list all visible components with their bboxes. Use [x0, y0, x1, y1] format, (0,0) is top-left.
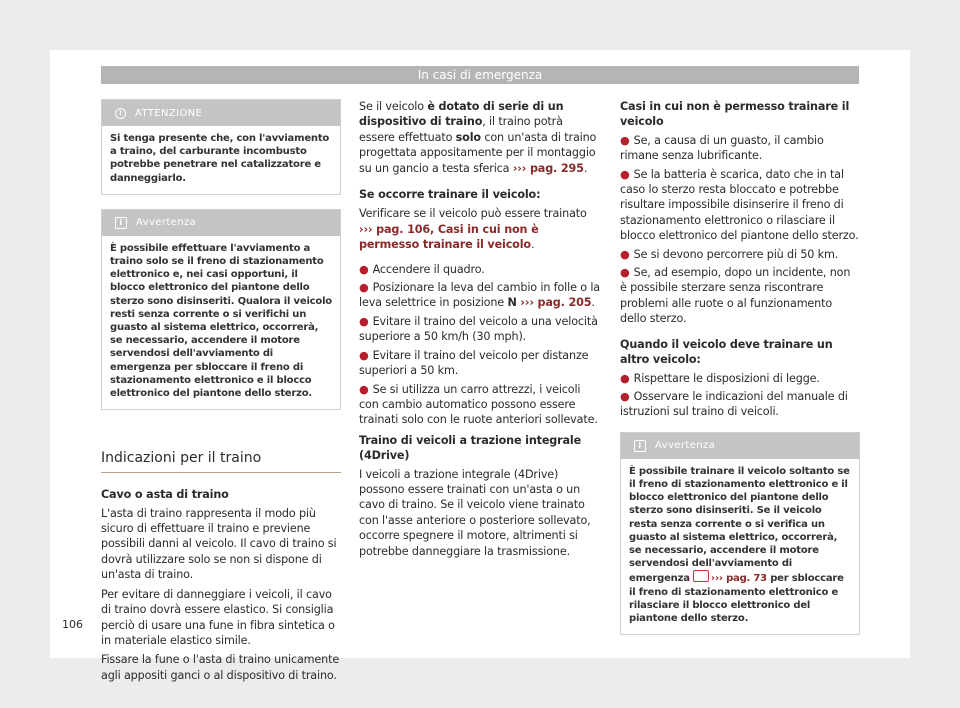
- paragraph: Verificare se il veicolo può essere trainato ››› pag. 106, Casi in cui non è permesso trainare il veicolo.: [359, 207, 587, 252]
- list-item: ● Osservare le indicazioni del manuale di istruzioni sul traino di veicoli.: [620, 389, 848, 419]
- page-reference-link[interactable]: ››› pag. 205: [516, 296, 592, 310]
- paragraph: Per evitare di danneggiare i veicoli, il cavo di traino dovrà essere elastico. Si consiglia perciò di usare una fune in fibra sintetica o in materiale elastico simile.: [101, 587, 335, 647]
- column-1: [101, 99, 341, 683]
- attention-label: ATTENZIONE: [135, 107, 203, 119]
- page-reference-link[interactable]: ››› pag. 73: [711, 573, 767, 585]
- column-2: [359, 99, 600, 559]
- note-box: [101, 209, 341, 410]
- attention-box: [101, 99, 341, 195]
- list-item: ● Rispettare le disposizioni di legge.: [620, 371, 820, 385]
- subheading: Casi in cui non è permesso trainare il veicolo: [620, 100, 850, 129]
- bullet-icon: ●: [359, 262, 369, 276]
- subheading: Quando il veicolo deve trainare un altro veicolo:: [620, 337, 833, 367]
- bullet-icon: ●: [359, 382, 369, 396]
- bullet-icon: ●: [359, 314, 369, 328]
- attention-text: Si tenga presente che, con l'avviamento a traino, del carburante incombusto potrebbe penetrare nel catalizzatore e danneggiarlo.: [110, 133, 330, 184]
- paragraph: Fissare la fune o l'asta di traino unicamente agli appositi ganci o al dispositivo di traino.: [101, 653, 340, 682]
- note-box: [620, 432, 860, 635]
- bullet-icon: ●: [359, 348, 369, 362]
- list-item: ● Accendere il quadro.: [359, 262, 485, 276]
- paragraph: I veicoli a trazione integrale (4Drive) possono essere trainati con un'asta o un cavo di traino. Se il veicolo viene trainato con l'asse anteriore o posteriore sollevato, occorre spegnere il motore, altrimenti si potrebbe danneggiare la trasmissione.: [359, 467, 591, 558]
- page-number: 106: [62, 618, 83, 631]
- subheading: Traino di veicoli a trazione integrale (4Drive): [359, 433, 582, 463]
- bullet-icon: ●: [620, 133, 630, 147]
- note-label: Avvertenza: [136, 217, 197, 229]
- section-title: Indicazioni per il traino: [101, 450, 341, 473]
- note-text: È possibile trainare il veicolo soltanto se il freno di stazionamento elettronico e il blocco elettronico del piantone dello sterzo sono disinseriti. Se il veicolo resta senza corrente o si verifica un guasto al sistema elettrico, occorrerà, se necessario, accendere il motore servendosi dell'avviamento di emergenza ››› pag. 73 per sbloccare il freno di stazionamento elettronico e rilasciare il blocco elettronico del piantone dello sterzo.: [629, 465, 850, 624]
- bullet-icon: ●: [359, 281, 369, 295]
- warning-icon: !: [115, 108, 126, 119]
- bullet-icon: ●: [620, 266, 630, 280]
- list-item: ● Se si utilizza un carro attrezzi, i veicoli con cambio automatico possono essere trainati solo con le ruote anteriori sollevate.: [359, 382, 598, 427]
- note-label: Avvertenza: [655, 440, 716, 452]
- list-item: ● Evitare il traino del veicolo per distanze superiori a 50 km.: [359, 348, 589, 378]
- list-item: ● Se si devono percorrere più di 50 km.: [620, 247, 839, 261]
- note-header: [621, 433, 859, 459]
- paragraph: L'asta di traino rappresenta il modo più sicuro di effettuare il traino e previene possibili danni al veicolo. Il cavo di traino si dovrà utilizzare solo se non si dispone di un'asta di traino.: [101, 506, 337, 582]
- page-header: In casi di emergenza: [101, 66, 859, 84]
- bullet-icon: ●: [620, 247, 630, 261]
- book-icon: [693, 570, 709, 582]
- subheading: Se occorre trainare il veicolo:: [359, 188, 541, 202]
- bullet-icon: ●: [620, 389, 630, 403]
- attention-header: [102, 100, 340, 126]
- subheading: Cavo o asta di traino: [101, 488, 229, 502]
- intro-paragraph: Se il veicolo è dotato di serie di un dispositivo di traino, il traino potrà essere effettuato solo con un'asta di traino progettata appositamente per il montaggio su un gancio a testa sferica ››› pag. 295.: [359, 100, 597, 175]
- bullet-icon: ●: [620, 371, 630, 385]
- column-3: [620, 99, 860, 649]
- info-icon: i: [115, 217, 127, 229]
- info-icon: i: [634, 440, 646, 452]
- list-item: ● Se la batteria è scarica, dato che in tal caso lo sterzo resta bloccato e potrebbe risultare impossibile disinserire il freno di stazionamento elettronico o rilasciare il blocco elettronico del piantone dello sterzo.: [620, 167, 859, 243]
- page-reference-link[interactable]: ››› pag. 106, Casi in cui non è permesso trainare il veicolo: [359, 222, 539, 252]
- list-item: ● Se, ad esempio, dopo un incidente, non è possibile sterzare senza riscontrare problemi alle ruote o al funzionamento dello sterzo.: [620, 266, 851, 326]
- note-header: [102, 210, 340, 236]
- list-item: ● Se, a causa di un guasto, il cambio rimane senza lubrificante.: [620, 133, 824, 163]
- list-item: ● Posizionare la leva del cambio in folle o la leva selettrice in posizione N ››› pag. 205.: [359, 281, 600, 310]
- page-reference-link[interactable]: ››› pag. 295: [512, 161, 584, 175]
- bullet-icon: ●: [620, 167, 630, 181]
- list-item: ● Evitare il traino del veicolo a una velocità superiore a 50 km/h (30 mph).: [359, 314, 598, 344]
- note-text: È possibile effettuare l'avviamento a traino solo se il freno di stazionamento elettronico e, nei casi opportuni, il blocco elettronico del piantone dello sterzo sono disinseriti. Qualora il veicolo resti senza corrente o si verifichi un guasto al sistema elettrico, occorrerà, se necessario, accendere il motore servendosi dell'avviamento di emergenza per sbloccare il freno di stazionamento elettronico e il blocco elettronico del piantone dello sterzo.: [110, 242, 332, 400]
